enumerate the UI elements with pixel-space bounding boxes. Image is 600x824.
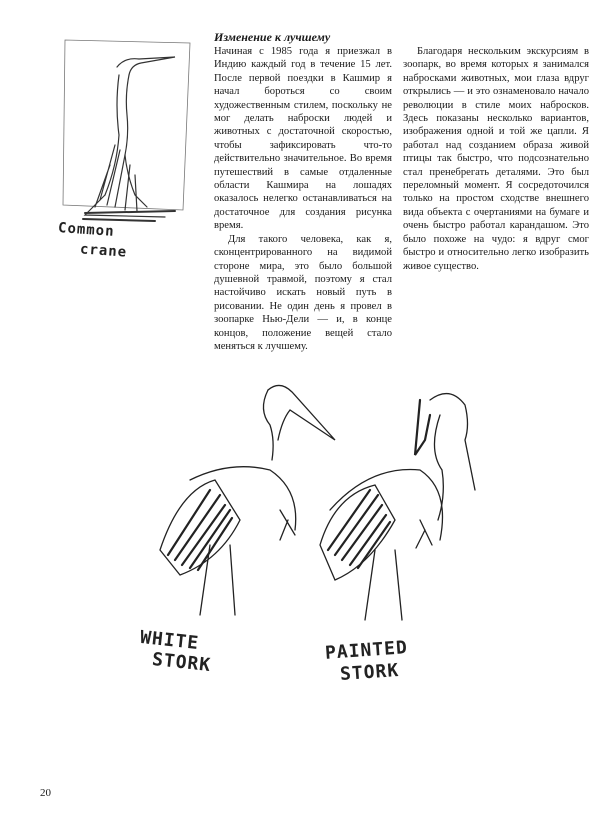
painted-stork-caption-line1: PAINTED xyxy=(324,637,409,664)
common-crane-sketch xyxy=(55,35,195,245)
left-paragraph-1: Начиная с 1985 года я приезжал в Индию каждый год в течение 15 лет. После первой поездки в Кашмир я начал бороться со своим художественным стилем, поскольку не мог делать наброски людей и животных с достаточной скоростью, чтобы зафиксировать что-то действительно значительное. Во время путешествий в самые отдаленные области Кашмира на лошадях оказалось нелегко останавливаться на достаточное для создания рисунка время. xyxy=(214,46,392,232)
crane-caption-line2: crane xyxy=(79,241,128,261)
right-paragraph-1: Благодаря нескольким экскурсиям в зоопарк, во время которых я занимался набросками животных, мои глаза вдруг открылись — и это ознаменовало начало революции в стиле моих набросков. Здесь показаны несколько вариантов, изображения одной и той же цапли. Я работал над созданием образа живой птицы так быстро, что подсознательно стал пренебрегать деталями. Это был переломный момент. Я сосредоточился только на простом сходстве внешнего вида объекта с очертаниями на бумаге и очень быстро работал карандашом. Это было похоже на чудо: я вдруг смог быстро и относительно легко изобразить живое существо. xyxy=(403,46,589,272)
left-paragraph-2: Для такого человека, как я, сконцентрированного на видимой стороне мира, это было большой душевной травмой, поэтому я стал настойчиво искать новый путь в рисовании. Не один день я провел в зоопарке Нью-Дели — и, в конце концов, положение вещей стало меняться к лучшему. xyxy=(214,233,392,352)
white-stork-caption-line2: STORK xyxy=(151,648,213,677)
right-text-column xyxy=(403,45,589,273)
stork-sketches xyxy=(120,370,540,630)
left-text-column xyxy=(214,45,392,353)
painted-stork-caption-line2: STORK xyxy=(339,659,400,686)
page-number: 20 xyxy=(40,787,51,799)
article-heading: Изменение к лучшему xyxy=(214,30,331,44)
crane-caption-line1: Common xyxy=(57,220,116,240)
white-stork-caption-line1: WHITE xyxy=(139,626,201,655)
